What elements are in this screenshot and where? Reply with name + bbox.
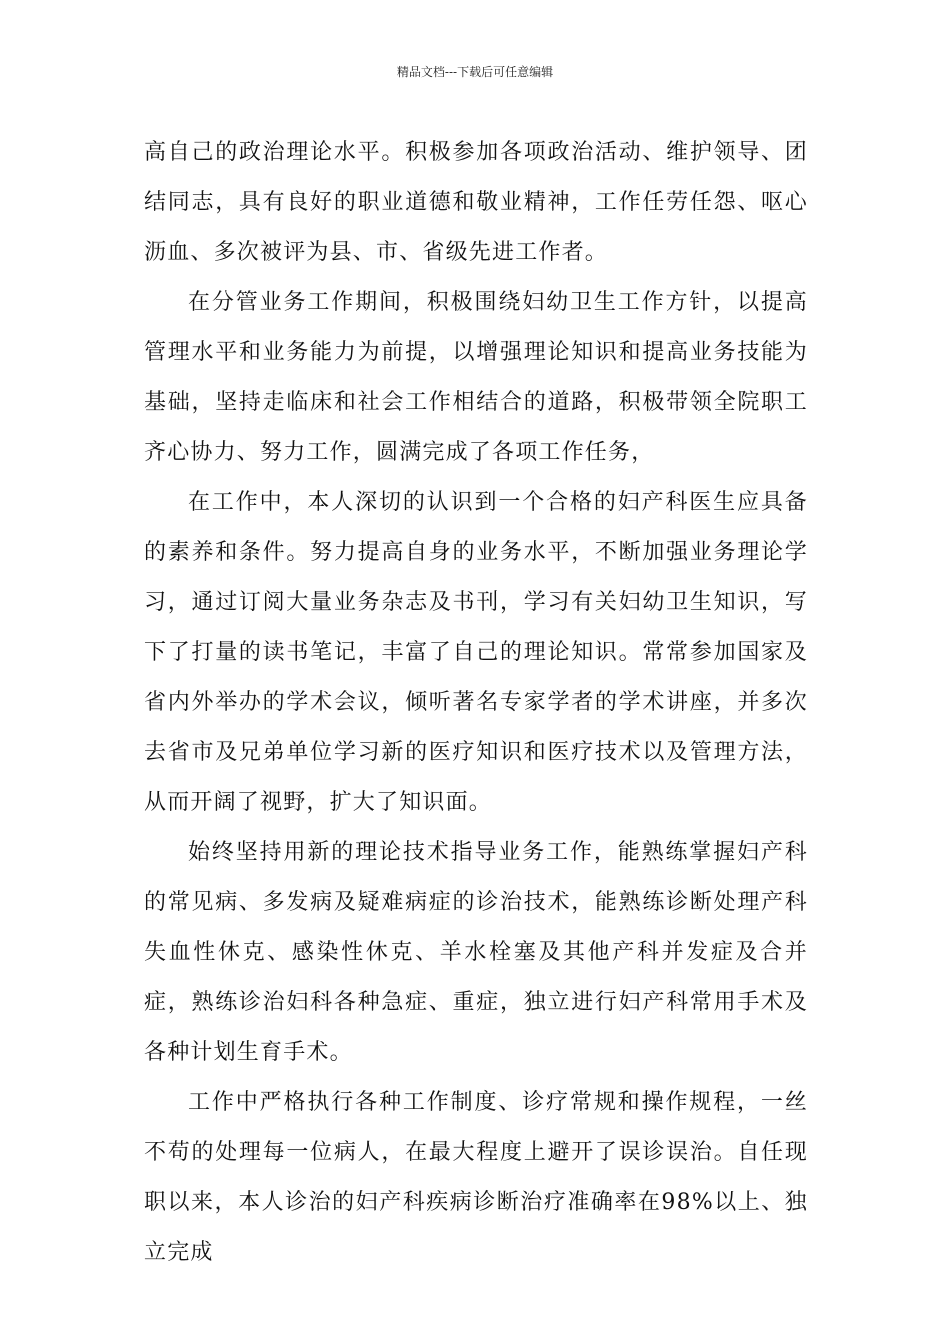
document-body	[144, 128, 808, 1278]
paragraph: 在分管业务工作期间，积极围绕妇幼卫生工作方针，以提高管理水平和业务能力为前提，以增强理论知识和提高业务技能为基础，坚持走临床和社会工作相结合的道路，积极带领全院职工齐心协力、努力工作，圆满完成了各项工作任务，	[144, 290, 808, 465]
paragraph: 工作中严格执行各种工作制度、诊疗常规和操作规程，一丝不苟的处理每一位病人，在最大程度上避开了误诊误治。自任现职以来，本人诊治的妇产科疾病诊断治疗准确率在98%以上、独立完成	[144, 1090, 808, 1265]
paragraph: 始终坚持用新的理论技术指导业务工作，能熟练掌握妇产科的常见病、多发病及疑难病症的诊治技术，能熟练诊断处理产科失血性休克、感染性休克、羊水栓塞及其他产科并发症及合并症，熟练诊治妇科各种急症、重症，独立进行妇产科常用手术及各种计划生育手术。	[144, 840, 808, 1065]
page-header: 精品文档---下载后可任意编辑	[396, 65, 554, 79]
paragraph-continuation: 高自己的政治理论水平。积极参加各项政治活动、维护领导、团结同志，具有良好的职业道德和敬业精神，工作任劳任怨、呕心沥血、多次被评为县、市、省级先进工作者。	[144, 140, 808, 265]
paragraph: 在工作中，本人深切的认识到一个合格的妇产科医生应具备的素养和条件。努力提高自身的业务水平，不断加强业务理论学习，通过订阅大量业务杂志及书刊，学习有关妇幼卫生知识，写下了打量的读书笔记，丰富了自己的理论知识。常常参加国家及省内外举办的学术会议，倾听著名专家学者的学术讲座，并多次去省市及兄弟单位学习新的医疗知识和医疗技术以及管理方法，从而开阔了视野，扩大了知识面。	[144, 490, 808, 815]
